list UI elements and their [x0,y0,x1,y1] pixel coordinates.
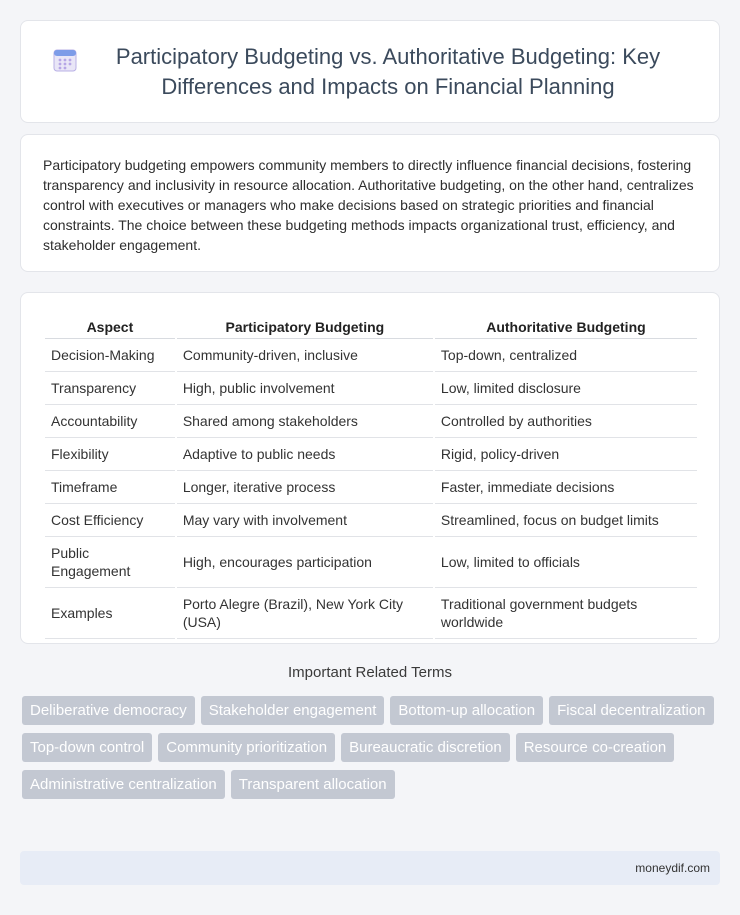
table-row [45,405,697,438]
related-term-tag[interactable]: Fiscal decentralization [549,696,713,725]
header-participatory: Participatory Budgeting [177,315,433,339]
related-term-tag[interactable]: Transparent allocation [231,770,395,799]
cell-aspect: Examples [45,588,175,639]
table-row [45,471,697,504]
table-row [45,438,697,471]
cell-authoritative: Low, limited disclosure [435,372,697,405]
cell-authoritative: Low, limited to officials [435,537,697,588]
related-term-tag[interactable]: Community prioritization [158,733,335,762]
related-terms-heading: Important Related Terms [288,664,452,681]
cell-participatory: Shared among stakeholders [177,405,433,438]
cell-participatory: Longer, iterative process [177,471,433,504]
related-term-tag[interactable]: Resource co-creation [516,733,675,762]
intro-paragraph: Participatory budgeting empowers community members to directly influence financial decisions, fostering transparency and inclusivity in resource allocation. Authoritative budgeting, on the other hand, centralizes control with executives or managers who make decisions based on strategic priorities and financial constraints. The choice between these budgeting methods impacts organizational trust, efficiency, and stakeholder engagement. [43,157,694,253]
cell-authoritative: Faster, immediate decisions [435,471,697,504]
cell-participatory: Community-driven, inclusive [177,339,433,372]
related-terms-list [22,696,722,799]
cell-aspect: Flexibility [45,438,175,471]
cell-participatory: May vary with involvement [177,504,433,537]
cell-aspect: Timeframe [45,471,175,504]
cell-participatory: Adaptive to public needs [177,438,433,471]
page-title: Participatory Budgeting vs. Authoritative Budgeting: Key Differences and Impacts on Financial Planning [115,43,661,99]
cell-authoritative: Top-down, centralized [435,339,697,372]
table-row [45,588,697,639]
intro-card [20,134,720,272]
cell-participatory: High, public involvement [177,372,433,405]
related-term-tag[interactable]: Top-down control [22,733,152,762]
title-card [20,20,720,123]
table-row [45,504,697,537]
header-authoritative: Authoritative Budgeting [435,315,697,339]
cell-participatory: High, encourages participation [177,537,433,588]
related-term-tag[interactable]: Stakeholder engagement [201,696,385,725]
cell-authoritative: Traditional government budgets worldwide [435,588,697,639]
cell-aspect: Public Engagement [45,537,175,588]
related-term-tag[interactable]: Bureaucratic discretion [341,733,510,762]
comparison-table [43,315,699,639]
table-header-row [45,315,697,339]
table-row [45,339,697,372]
footer [20,851,720,885]
cell-authoritative: Controlled by authorities [435,405,697,438]
cell-aspect: Cost Efficiency [45,504,175,537]
cell-authoritative: Streamlined, focus on budget limits [435,504,697,537]
table-row [45,372,697,405]
cell-aspect: Accountability [45,405,175,438]
cell-aspect: Decision-Making [45,339,175,372]
footer-site-name: moneydif.com [635,861,710,875]
cell-aspect: Transparency [45,372,175,405]
comparison-table-card [20,292,720,644]
header-aspect: Aspect [45,315,175,339]
cell-participatory: Porto Alegre (Brazil), New York City (USA) [177,588,433,639]
cell-authoritative: Rigid, policy-driven [435,438,697,471]
table-row [45,537,697,588]
related-term-tag[interactable]: Deliberative democracy [22,696,195,725]
related-term-tag[interactable]: Administrative centralization [22,770,225,799]
related-term-tag[interactable]: Bottom-up allocation [390,696,543,725]
